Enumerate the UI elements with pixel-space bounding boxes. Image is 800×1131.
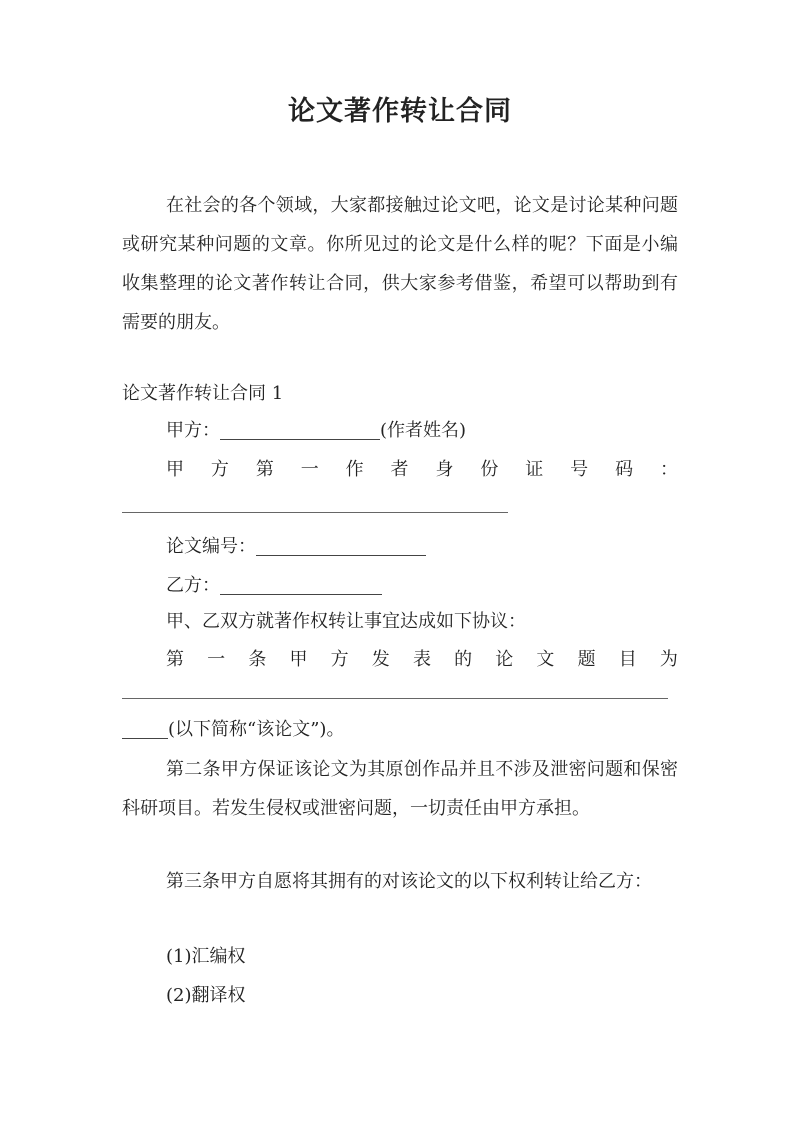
id-number-blank[interactable]	[122, 512, 508, 513]
paper-title-blank-end[interactable]	[122, 716, 168, 739]
party-b-label: 乙方：	[166, 575, 220, 596]
id-char: 第	[255, 459, 274, 480]
article1-char: 第	[166, 649, 184, 670]
document-title: 论文著作转让合同	[288, 96, 512, 127]
paper-number-blank[interactable]	[256, 533, 426, 556]
id-char: ：	[659, 459, 678, 480]
article1-tail: (以下简称“该论文”)。	[168, 719, 345, 740]
id-char: 码	[615, 459, 634, 480]
article-3-paragraph: 第三条甲方自愿将其拥有的对该论文的以下权利转让给乙方：	[166, 871, 652, 892]
article1-char: 方	[330, 649, 349, 670]
id-char: 作	[345, 459, 364, 480]
article1-char: 一	[207, 649, 226, 670]
party-a-line	[166, 411, 722, 450]
article1-char: 为	[659, 649, 678, 670]
article-1-line	[166, 640, 678, 679]
id-char: 甲	[166, 459, 184, 480]
paper-number-label: 论文编号：	[166, 536, 256, 557]
article1-char: 目	[618, 649, 637, 670]
article1-char: 发	[371, 649, 390, 670]
article-2-paragraph: 第二条甲方保证该论文为其原创作品并且不涉及泄密问题和保密科研项目。若发生侵权或泄密问题，一切责任由甲方承担。	[122, 759, 678, 819]
id-char: 号	[570, 459, 589, 480]
id-char: 身	[435, 459, 454, 480]
article1-char: 表	[412, 649, 431, 670]
party-a-name-blank[interactable]	[220, 417, 380, 440]
party-a-label: 甲方：	[166, 420, 220, 441]
party-b-name-blank[interactable]	[220, 572, 382, 595]
paper-number-line	[166, 527, 722, 566]
right-item: (1)汇编权	[166, 946, 246, 967]
article1-char: 题	[577, 649, 596, 670]
article1-char: 甲	[289, 649, 308, 670]
article1-char: 条	[248, 649, 267, 670]
id-char: 份	[480, 459, 499, 480]
id-char: 证	[525, 459, 544, 480]
article1-char: 文	[536, 649, 555, 670]
id-char: 方	[210, 459, 229, 480]
intro-paragraph: 在社会的各个领域，大家都接触过论文吧，论文是讨论某种问题或研究某种问题的文章。你所见过的论文是什么样的呢？下面是小编收集整理的论文著作转让合同，供大家参考借鉴，希望可以帮助到有需要的朋友。	[122, 195, 678, 333]
section-heading: 论文著作转让合同 1	[122, 383, 284, 404]
agreement-line: 甲、乙双方就著作权转让事宜达成如下协议：	[166, 611, 526, 632]
party-a-hint: (作者姓名)	[380, 420, 467, 441]
paper-title-blank[interactable]	[122, 698, 668, 699]
party-a-id-line	[166, 450, 678, 489]
right-item: (2)翻译权	[166, 985, 246, 1006]
id-char: 一	[300, 459, 319, 480]
article-1-tail-line	[122, 710, 678, 749]
article1-char: 的	[454, 649, 473, 670]
article1-char: 论	[495, 649, 514, 670]
id-char: 者	[390, 459, 409, 480]
party-b-line	[166, 566, 722, 605]
